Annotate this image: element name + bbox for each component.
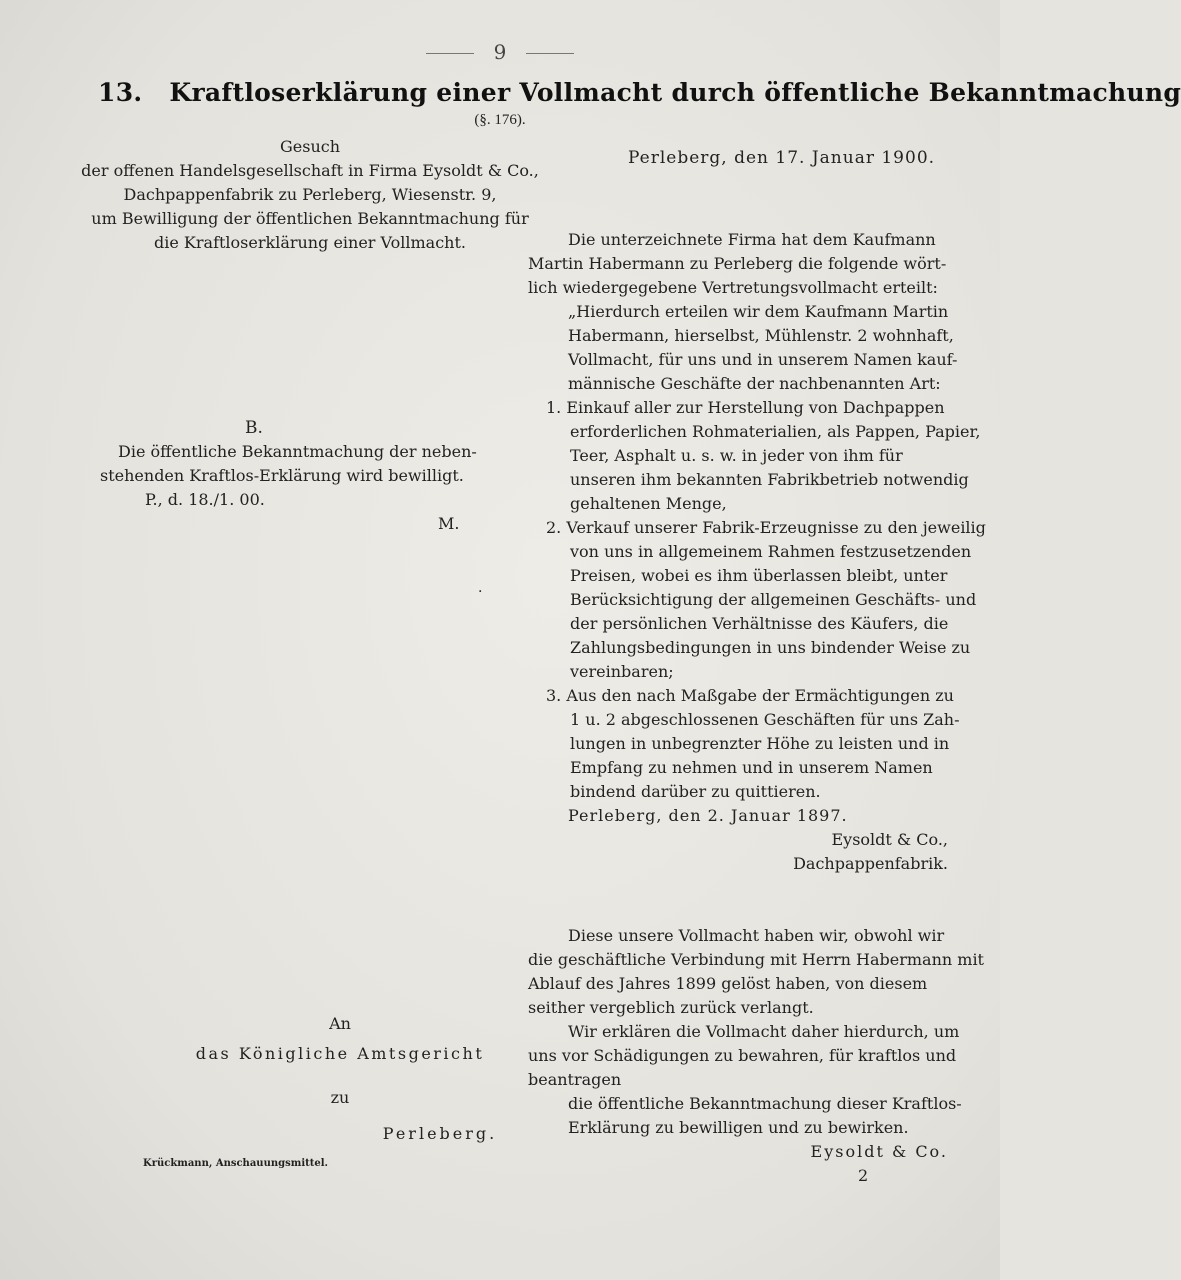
item-2-line: vereinbaren;	[570, 662, 674, 681]
quote-line: „Hierdurch erteilen wir dem Kaufmann Martin	[568, 302, 949, 321]
body-line: die öffentliche Bekanntmachung dieser Kraftlos-	[568, 1094, 962, 1113]
item-3-line: 1 u. 2 abgeschlossenen Geschäften für uns Zah-	[570, 710, 960, 729]
item-2-line: 2. Verkauf unserer Fabrik-Erzeugnisse zu den jeweilig	[546, 518, 986, 537]
body-line: Wir erklären die Vollmacht daher hierdurch, um	[568, 1022, 960, 1041]
final-number: 2	[858, 1166, 869, 1185]
decision-mark: .	[478, 580, 483, 596]
page-number	[0, 40, 1000, 64]
address-place: Perleberg.	[382, 1124, 498, 1143]
decision-letter: B.	[245, 418, 263, 438]
place-date-top: Perleberg, den 17. Januar 1900.	[628, 148, 936, 168]
gesuch-block	[80, 135, 540, 255]
body-line: uns vor Schädigungen zu bewahren, für kraftlos und	[528, 1046, 957, 1065]
body-line: die geschäftliche Verbindung mit Herrn Habermann mit	[528, 950, 984, 969]
item-1-line: Teer, Asphalt u. s. w. in jeder von ihm für	[570, 446, 903, 465]
body-line: seither vergeblich zurück verlangt.	[528, 998, 814, 1017]
item-3-line: bindend darüber zu quittieren.	[570, 782, 821, 801]
decision-signature: M.	[438, 514, 460, 533]
quote-line: Habermann, hierselbst, Mühlenstr. 2 wohnhaft,	[568, 326, 954, 345]
letter-line: Die unterzeichnete Firma hat dem Kaufmann	[568, 230, 936, 249]
quote-signature: Dachpappenfabrik.	[793, 854, 948, 873]
item-1-line: unseren ihm bekannten Fabrikbetrieb notwendig	[570, 470, 969, 489]
address-an: An	[329, 1014, 351, 1033]
item-1-line: gehaltenen Menge,	[570, 494, 727, 513]
item-2-line: Preisen, wobei es ihm überlassen bleibt, unter	[570, 566, 948, 585]
body-line: Diese unsere Vollmacht haben wir, obwohl wir	[568, 926, 945, 945]
address-court: das Königliche Amtsgericht	[195, 1044, 485, 1063]
page-number-rule-right	[526, 53, 574, 54]
section-number: 13.	[98, 78, 143, 107]
gesuch-line: Dachpappenfabrik zu Perleberg, Wiesenstr. 9,	[123, 185, 497, 204]
address-zu: zu	[330, 1088, 350, 1107]
gesuch-line: um Bewilligung der öffentlichen Bekanntmachung für	[91, 209, 529, 228]
body-line: Erklärung zu bewilligen und zu bewirken.	[568, 1118, 909, 1137]
decision-text	[100, 440, 477, 488]
item-1-line: 1. Einkauf aller zur Herstellung von Dachpappen	[546, 398, 945, 417]
decision-date: P., d. 18./1. 00.	[145, 490, 265, 509]
footnote: Krückmann, Anschauungsmittel.	[143, 1158, 329, 1169]
letter-column	[528, 228, 986, 1188]
quote-line: Vollmacht, für uns und in unserem Namen kauf-	[568, 350, 958, 369]
decision-line: Die öffentliche Bekanntmachung der neben-	[118, 442, 477, 461]
final-signature: Eysoldt & Co.	[810, 1142, 948, 1161]
section-heading	[98, 78, 1181, 107]
item-2-line: Berücksichtigung der allgemeinen Geschäfts- und	[570, 590, 977, 609]
quote-line: männische Geschäfte der nachbenannten Art:	[568, 374, 941, 393]
page-number-rule-left	[426, 53, 474, 54]
body-line: beantragen	[528, 1070, 622, 1089]
gesuch-line: Gesuch	[279, 137, 341, 156]
gesuch-line: die Kraftloserklärung einer Vollmacht.	[154, 233, 466, 252]
spacer	[528, 876, 968, 924]
item-3-line: lungen in unbegrenzter Höhe zu leisten und in	[570, 734, 950, 753]
page-number-text: 9	[493, 40, 507, 64]
body-line: Ablauf des Jahres 1899 gelöst haben, von diesem	[528, 974, 928, 993]
item-2-line: Zahlungsbedingungen in uns bindender Weise zu	[570, 638, 971, 657]
section-title: Kraftloserklärung einer Vollmacht durch öffentliche Bekanntmachung	[169, 78, 1181, 107]
quote-place-date: Perleberg, den 2. Januar 1897.	[568, 806, 848, 825]
item-1-line: erforderlichen Rohmaterialien, als Pappen, Papier,	[570, 422, 981, 441]
item-3-line: 3. Aus den nach Maßgabe der Ermächtigungen zu	[546, 686, 954, 705]
section-paragraph-ref: (§. 176).	[474, 112, 526, 128]
item-2-line: von uns in allgemeinem Rahmen festzusetzenden	[570, 542, 972, 561]
item-3-line: Empfang zu nehmen und in unserem Namen	[570, 758, 933, 777]
quote-signature: Eysoldt & Co.,	[831, 830, 948, 849]
letter-line: lich wiedergegebene Vertretungsvollmacht erteilt:	[528, 278, 938, 297]
gesuch-line: der offenen Handelsgesellschaft in Firma Eysoldt & Co.,	[81, 161, 539, 180]
letter-line: Martin Habermann zu Perleberg die folgende wört-	[528, 254, 947, 273]
decision-line: stehenden Kraftlos-Erklärung wird bewilligt.	[100, 466, 464, 485]
item-2-line: der persönlichen Verhältnisse des Käufers, die	[570, 614, 949, 633]
